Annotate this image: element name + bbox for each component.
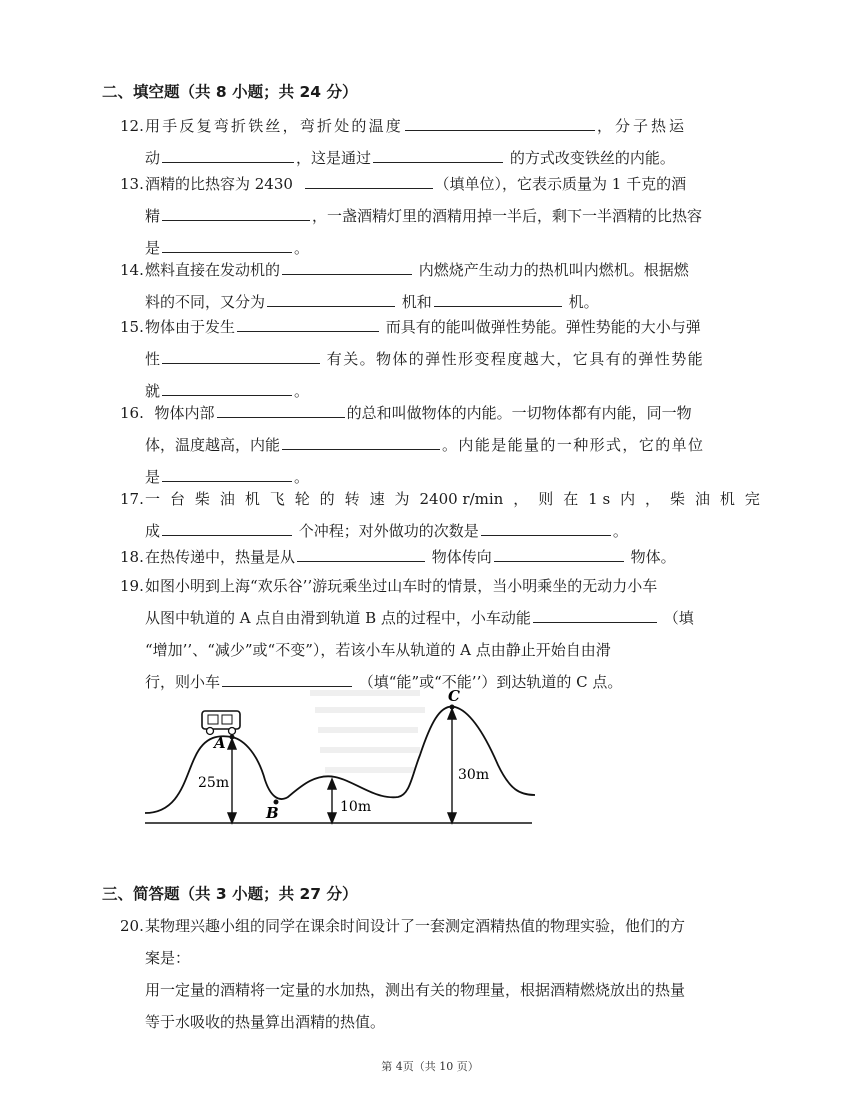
answer-blank[interactable] [222,666,352,687]
question-19 [120,570,760,698]
question-text: 体，温度越高，内能 [145,436,281,454]
question-17 [120,483,760,547]
question-text-token: 完 [744,490,760,508]
question-text: 的总和叫做物体的内能。一切物体都有内能，同一物 [346,404,692,422]
question-text: 如图小明到上海“欢乐谷’’游玩乘坐过山车时的情景，当小明乘坐的无动力小车 [145,577,658,595]
page-footer: 第 4页（共 10 页） [381,1060,479,1073]
question-text: 。 [612,522,628,540]
question-text-token: 2400 r/min [419,490,504,508]
answer-blank[interactable] [267,286,395,307]
question-15 [120,311,760,407]
answer-blank[interactable] [481,515,611,536]
question-text-token: 速 [369,490,385,508]
question-text [145,483,760,515]
question-text-token: 1 s [588,490,611,508]
question-text-token: ， [513,490,529,508]
question-number: 19. [120,577,144,595]
question-number: 15. [120,318,144,336]
section-3-heading: 三、简答题（共 3 小题；共 27 分） [102,885,358,903]
question-text: 机。 [568,293,599,311]
question-text: 。 [294,382,310,400]
question-text-token: 台 [169,490,185,508]
question-text-token: 飞 [269,490,285,508]
question-text: 是 [145,239,161,257]
question-text-token: 在 [563,490,579,508]
answer-blank[interactable] [162,375,292,396]
question-text-token: 柴 [670,490,686,508]
question-text: 个冲程；对外做功的次数是 [298,522,479,540]
question-text: 。 [294,239,310,257]
answer-blank[interactable] [162,232,292,253]
question-text: 用一定量的酒精将一定量的水加热，测出有关的物理量，根据酒精燃烧放出的热量 [145,981,686,999]
question-number: 13. [120,175,144,193]
answer-blank[interactable] [533,602,657,623]
label-c: C [448,687,460,705]
question-number: 16. [120,404,144,422]
question-text: 。 [294,468,310,486]
answer-blank[interactable] [305,168,433,189]
label-a: A [214,734,226,752]
question-20 [120,910,760,1038]
question-text: 在热传递中，热量是从 [145,548,296,566]
answer-blank[interactable] [162,343,320,364]
question-text-token: 则 [538,490,554,508]
question-text-token: 轮 [294,490,310,508]
question-text: 物体传向 [431,548,492,566]
question-14 [120,254,760,318]
answer-blank[interactable] [217,397,345,418]
answer-blank[interactable] [494,541,624,562]
question-text-token: 机 [719,490,735,508]
question-text: （填 [663,609,694,627]
question-text: 燃料直接在发动机的 [145,261,281,279]
answer-blank[interactable] [434,286,562,307]
question-text: 物体由于发生 [145,318,236,336]
height-label-c: 30m [458,767,490,783]
question-text: （填“能”或“不能’’）到达轨道的 C 点。 [358,673,623,691]
question-text: 。内能是能量的一种形式，它的单位 [442,436,705,454]
question-text: 机和 [401,293,432,311]
question-text: ，分子热运 [597,117,688,135]
answer-blank[interactable] [373,142,503,163]
roller-coaster-figure [140,685,540,830]
question-number: 12. [120,117,144,135]
cart-icon [202,711,240,735]
question-number: 17. [120,490,144,508]
question-text: 用手反复弯折铁丝，弯折处的温度 [145,117,404,135]
question-text: 成 [145,522,161,540]
question-12 [120,110,760,174]
question-text: “增加’’、“减少”或“不变”），若该小车从轨道的 A 点由静止开始自由滑 [145,641,611,659]
question-text: 动 [145,149,161,167]
question-18 [120,541,760,573]
answer-blank[interactable] [282,429,440,450]
question-text-token: 为 [394,490,410,508]
answer-blank[interactable] [162,515,292,536]
label-b: B [266,804,279,822]
question-text-token: 内 [620,490,636,508]
question-text: 精 [145,207,161,225]
question-text: 性 [145,350,161,368]
question-text: 物体。 [630,548,676,566]
question-text-token: ， [645,490,661,508]
question-text: ，这是通过 [296,149,372,167]
question-text: 等于水吸收的热量算出酒精的热值。 [145,1013,386,1031]
question-text: 物体内部 [154,404,215,422]
question-text-token: 机 [244,490,260,508]
question-number: 18. [120,548,144,566]
question-text-token: 转 [344,490,360,508]
question-13 [120,168,760,264]
question-text: ，一盏酒精灯里的酒精用掉一半后，剩下一半酒精的比热容 [312,207,703,225]
question-text-token: 一 [145,490,161,508]
answer-blank[interactable] [162,461,292,482]
question-text: 有关。物体的弹性形变程度越大，它具有的弹性势能 [326,350,704,368]
question-text: 酒精的比热容为 2430 [145,175,293,193]
question-text: 而具有的能叫做弹性势能。弹性势能的大小与弹 [385,318,701,336]
answer-blank[interactable] [297,541,425,562]
question-text: 从图中轨道的 A 点自由滑到轨道 B 点的过程中，小车动能 [145,609,531,627]
question-text: 的方式改变铁丝的内能。 [509,149,675,167]
height-label-a: 25m [198,775,230,791]
question-text: 内燃烧产生动力的热机叫内燃机。根据燃 [418,261,689,279]
question-number: 20. [120,917,144,935]
question-text: 案是： [145,949,191,967]
question-text: 是 [145,468,161,486]
question-text: 就 [145,382,161,400]
section-2-heading: 二、填空题（共 8 小题；共 24 分） [102,83,358,101]
answer-blank[interactable] [162,200,310,221]
question-text: （填单位），它表示质量为 1 千克的酒 [434,175,687,193]
question-text-token: 柴 [194,490,210,508]
question-text: 行，则小车 [145,673,221,691]
answer-blank[interactable] [282,254,412,275]
question-text: 料的不同，又分为 [145,293,266,311]
height-label-b: 10m [340,799,372,815]
question-text-token: 油 [694,490,710,508]
answer-blank[interactable] [162,142,294,163]
question-text: 某物理兴趣小组的同学在课余时间设计了一套测定酒精热值的物理实验，他们的方 [145,917,686,935]
question-16 [120,397,760,493]
question-text-token: 油 [219,490,235,508]
answer-blank[interactable] [237,311,379,332]
question-text-token: 的 [319,490,335,508]
question-number: 14. [120,261,144,279]
answer-blank[interactable] [405,110,595,131]
